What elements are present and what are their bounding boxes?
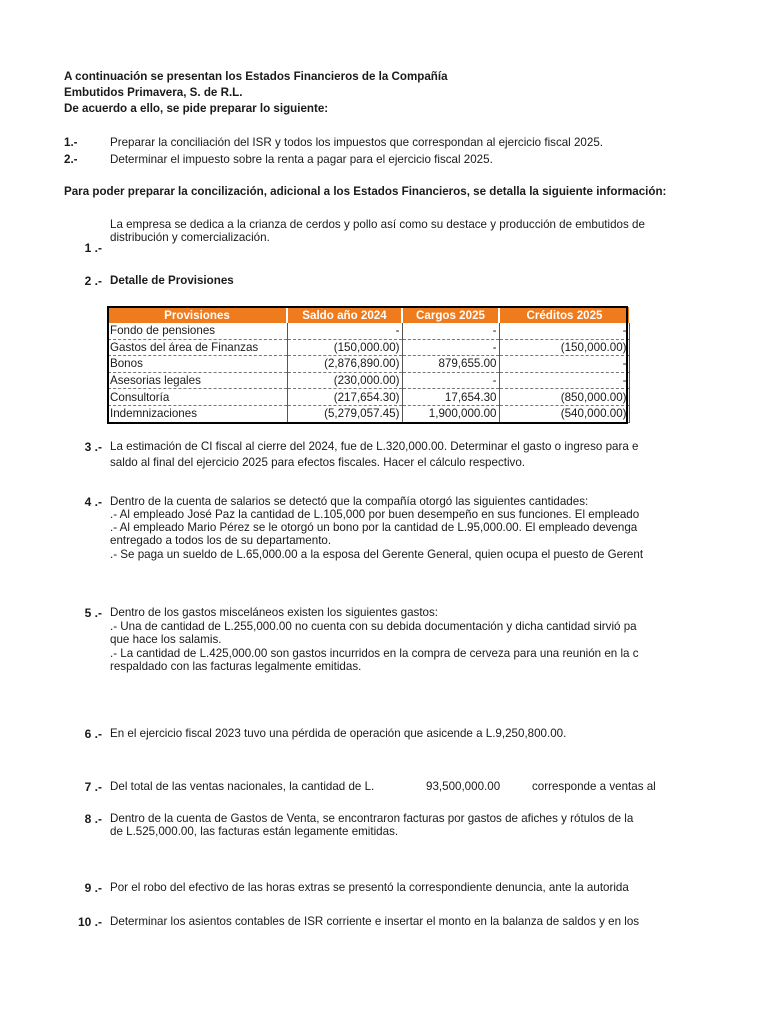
table-row	[108, 389, 629, 406]
cell-creditos: -	[499, 356, 629, 373]
item-3-line-1: La estimación de CI fiscal al cierre del 2024, fue de L.320,000.00. Determinar el gasto o ingreso para e	[110, 440, 639, 453]
cell-creditos: (150,000.00)	[499, 339, 629, 356]
item-5-line-4: .- La cantidad de L.425,000.00 son gastos incurridos en la compra de cerveza para una reunión en la c	[110, 647, 639, 660]
table-row	[108, 372, 629, 389]
provisions-title: Detalle de Provisiones	[110, 274, 234, 287]
cell-cargos: -	[402, 372, 499, 389]
cell-cargos: 1,900,000.00	[402, 405, 499, 422]
cell-saldo: (2,876,890.00)	[287, 356, 402, 373]
cell-cargos: 879,655.00	[402, 356, 499, 373]
intro-line-2: Embutidos Primavera, S. de R.L.	[64, 86, 243, 99]
item-5-line-2: .- Una de cantidad de L.255,000.00 no cuenta con su debida documentación y dicha cantidad sirvió pa	[110, 620, 637, 633]
header-cargos-2025: Cargos 2025	[402, 307, 499, 323]
cell-name: Asesorias legales	[108, 372, 287, 389]
cell-name: Bonos	[108, 356, 287, 373]
item-8-number: 8 .-	[84, 812, 102, 826]
item-9-number: 9 .-	[84, 881, 102, 895]
cell-name: Consultoría	[108, 389, 287, 406]
item-7-text-a: Del total de las ventas nacionales, la cantidad de L.	[110, 780, 375, 793]
item-1-line-2: distribución y comercialización.	[110, 231, 270, 244]
task-2-number: 2.-	[64, 153, 78, 166]
header-provisiones: Provisiones	[108, 307, 287, 323]
info-heading: Para poder preparar la concilización, adicional a los Estados Financieros, se detalla la siguiente información:	[64, 185, 667, 198]
item-4-number: 4 .-	[84, 495, 102, 509]
item-5-line-1: Dentro de los gastos misceláneos existen los siguientes gastos:	[110, 606, 439, 619]
cell-saldo: (217,654.30)	[287, 389, 402, 406]
item-8-line-2: de L.525,000.00, las facturas están legamente emitidas.	[110, 825, 399, 838]
item-6-number: 6 .-	[84, 727, 102, 741]
cell-name: Indemnizaciones	[108, 405, 287, 422]
task-2-text: Determinar el impuesto sobre la renta a pagar para el ejercicio fiscal 2025.	[110, 153, 493, 166]
header-saldo-2024: Saldo año 2024	[287, 307, 402, 323]
item-7-text-b: corresponde a ventas al	[532, 780, 656, 793]
item-7-amount: 93,500,000.00	[426, 780, 501, 793]
header-creditos-2025: Créditos 2025	[499, 307, 629, 323]
item-9-text: Por el robo del efectivo de las horas extras se presentó la correspondiente denuncia, ante la autorida	[110, 881, 629, 894]
task-1-text: Preparar la conciliación del ISR y todos los impuestos que correspondan al ejercicio fiscal 2025.	[110, 136, 603, 149]
table-row	[108, 323, 629, 339]
item-8-line-1: Dentro de la cuenta de Gastos de Venta, se encontraron facturas por gastos de afiches y rótulos de la	[110, 812, 634, 825]
item-5-line-3: que hace los salamis.	[110, 633, 222, 646]
cell-name: Gastos del área de Finanzas	[108, 339, 287, 356]
table-row	[108, 356, 629, 373]
cell-saldo: (230,000.00)	[287, 372, 402, 389]
intro-line-1: A continuación se presentan los Estados Financieros de la Compañía	[64, 70, 448, 83]
item-4-line-1: Dentro de la cuenta de salarios se detectó que la compañía otorgó las siguientes cantidades:	[110, 495, 589, 508]
table-row	[108, 405, 629, 422]
item-4-line-5: .- Se paga un sueldo de L.65,000.00 a la esposa del Gerente General, quien ocupa el puesto de Gerent	[110, 548, 644, 561]
table-row	[108, 339, 629, 356]
cell-cargos: 17,654.30	[402, 389, 499, 406]
cell-saldo: -	[287, 323, 402, 339]
cell-creditos: (850,000.00)	[499, 389, 629, 406]
item-6-text: En el ejercicio fiscal 2023 tuvo una pérdida de operación que asicende a L.9,250,800.00.	[110, 727, 567, 740]
cell-creditos: (540,000.00)	[499, 405, 629, 422]
cell-creditos: -	[499, 372, 629, 389]
cell-saldo: (150,000.00)	[287, 339, 402, 356]
item-10-text: Determinar los asientos contables de ISR corriente e insertar el monto en la balanza de saldos y en los	[110, 915, 640, 928]
cell-saldo: (5,279,057.45)	[287, 405, 402, 422]
item-5-number: 5 .-	[84, 606, 102, 620]
item-1-number: 1 .-	[84, 241, 102, 255]
item-5-line-5: respaldado con las facturas legalmente emitidas.	[110, 660, 362, 673]
item-3-line-2: saldo al final del ejercicio 2025 para efectos fiscales. Hacer el cálculo respectivo.	[110, 456, 526, 469]
item-7-number: 7 .-	[84, 780, 102, 794]
cell-name: Fondo de pensiones	[108, 323, 287, 339]
item-10-number: 10 .-	[77, 915, 102, 929]
provisions-header-row	[108, 307, 629, 323]
item-3-number: 3 .-	[84, 440, 102, 454]
cell-cargos: -	[402, 323, 499, 339]
task-1-number: 1.-	[64, 136, 78, 149]
cell-cargos: -	[402, 339, 499, 356]
item-4-line-3: .- Al empleado Mario Pérez se le otorgó un bono por la cantidad de L.95,000.00. El empleado devenga	[110, 521, 638, 534]
item-4-line-4: entregado a todos los de su departamento.	[110, 534, 332, 547]
item-1-line-1: La empresa se dedica a la crianza de cerdos y pollo así como su destace y producción de embutidos de	[110, 218, 645, 231]
intro-line-3: De acuerdo a ello, se pide preparar lo siguiente:	[64, 102, 329, 115]
provisions-table	[108, 307, 630, 423]
item-2-number: 2 .-	[84, 274, 102, 288]
item-4-line-2: .- Al empleado José Paz la cantidad de L.105,000 por buen desempeño en sus funciones. El empleado	[110, 508, 640, 521]
cell-creditos: -	[499, 323, 629, 339]
